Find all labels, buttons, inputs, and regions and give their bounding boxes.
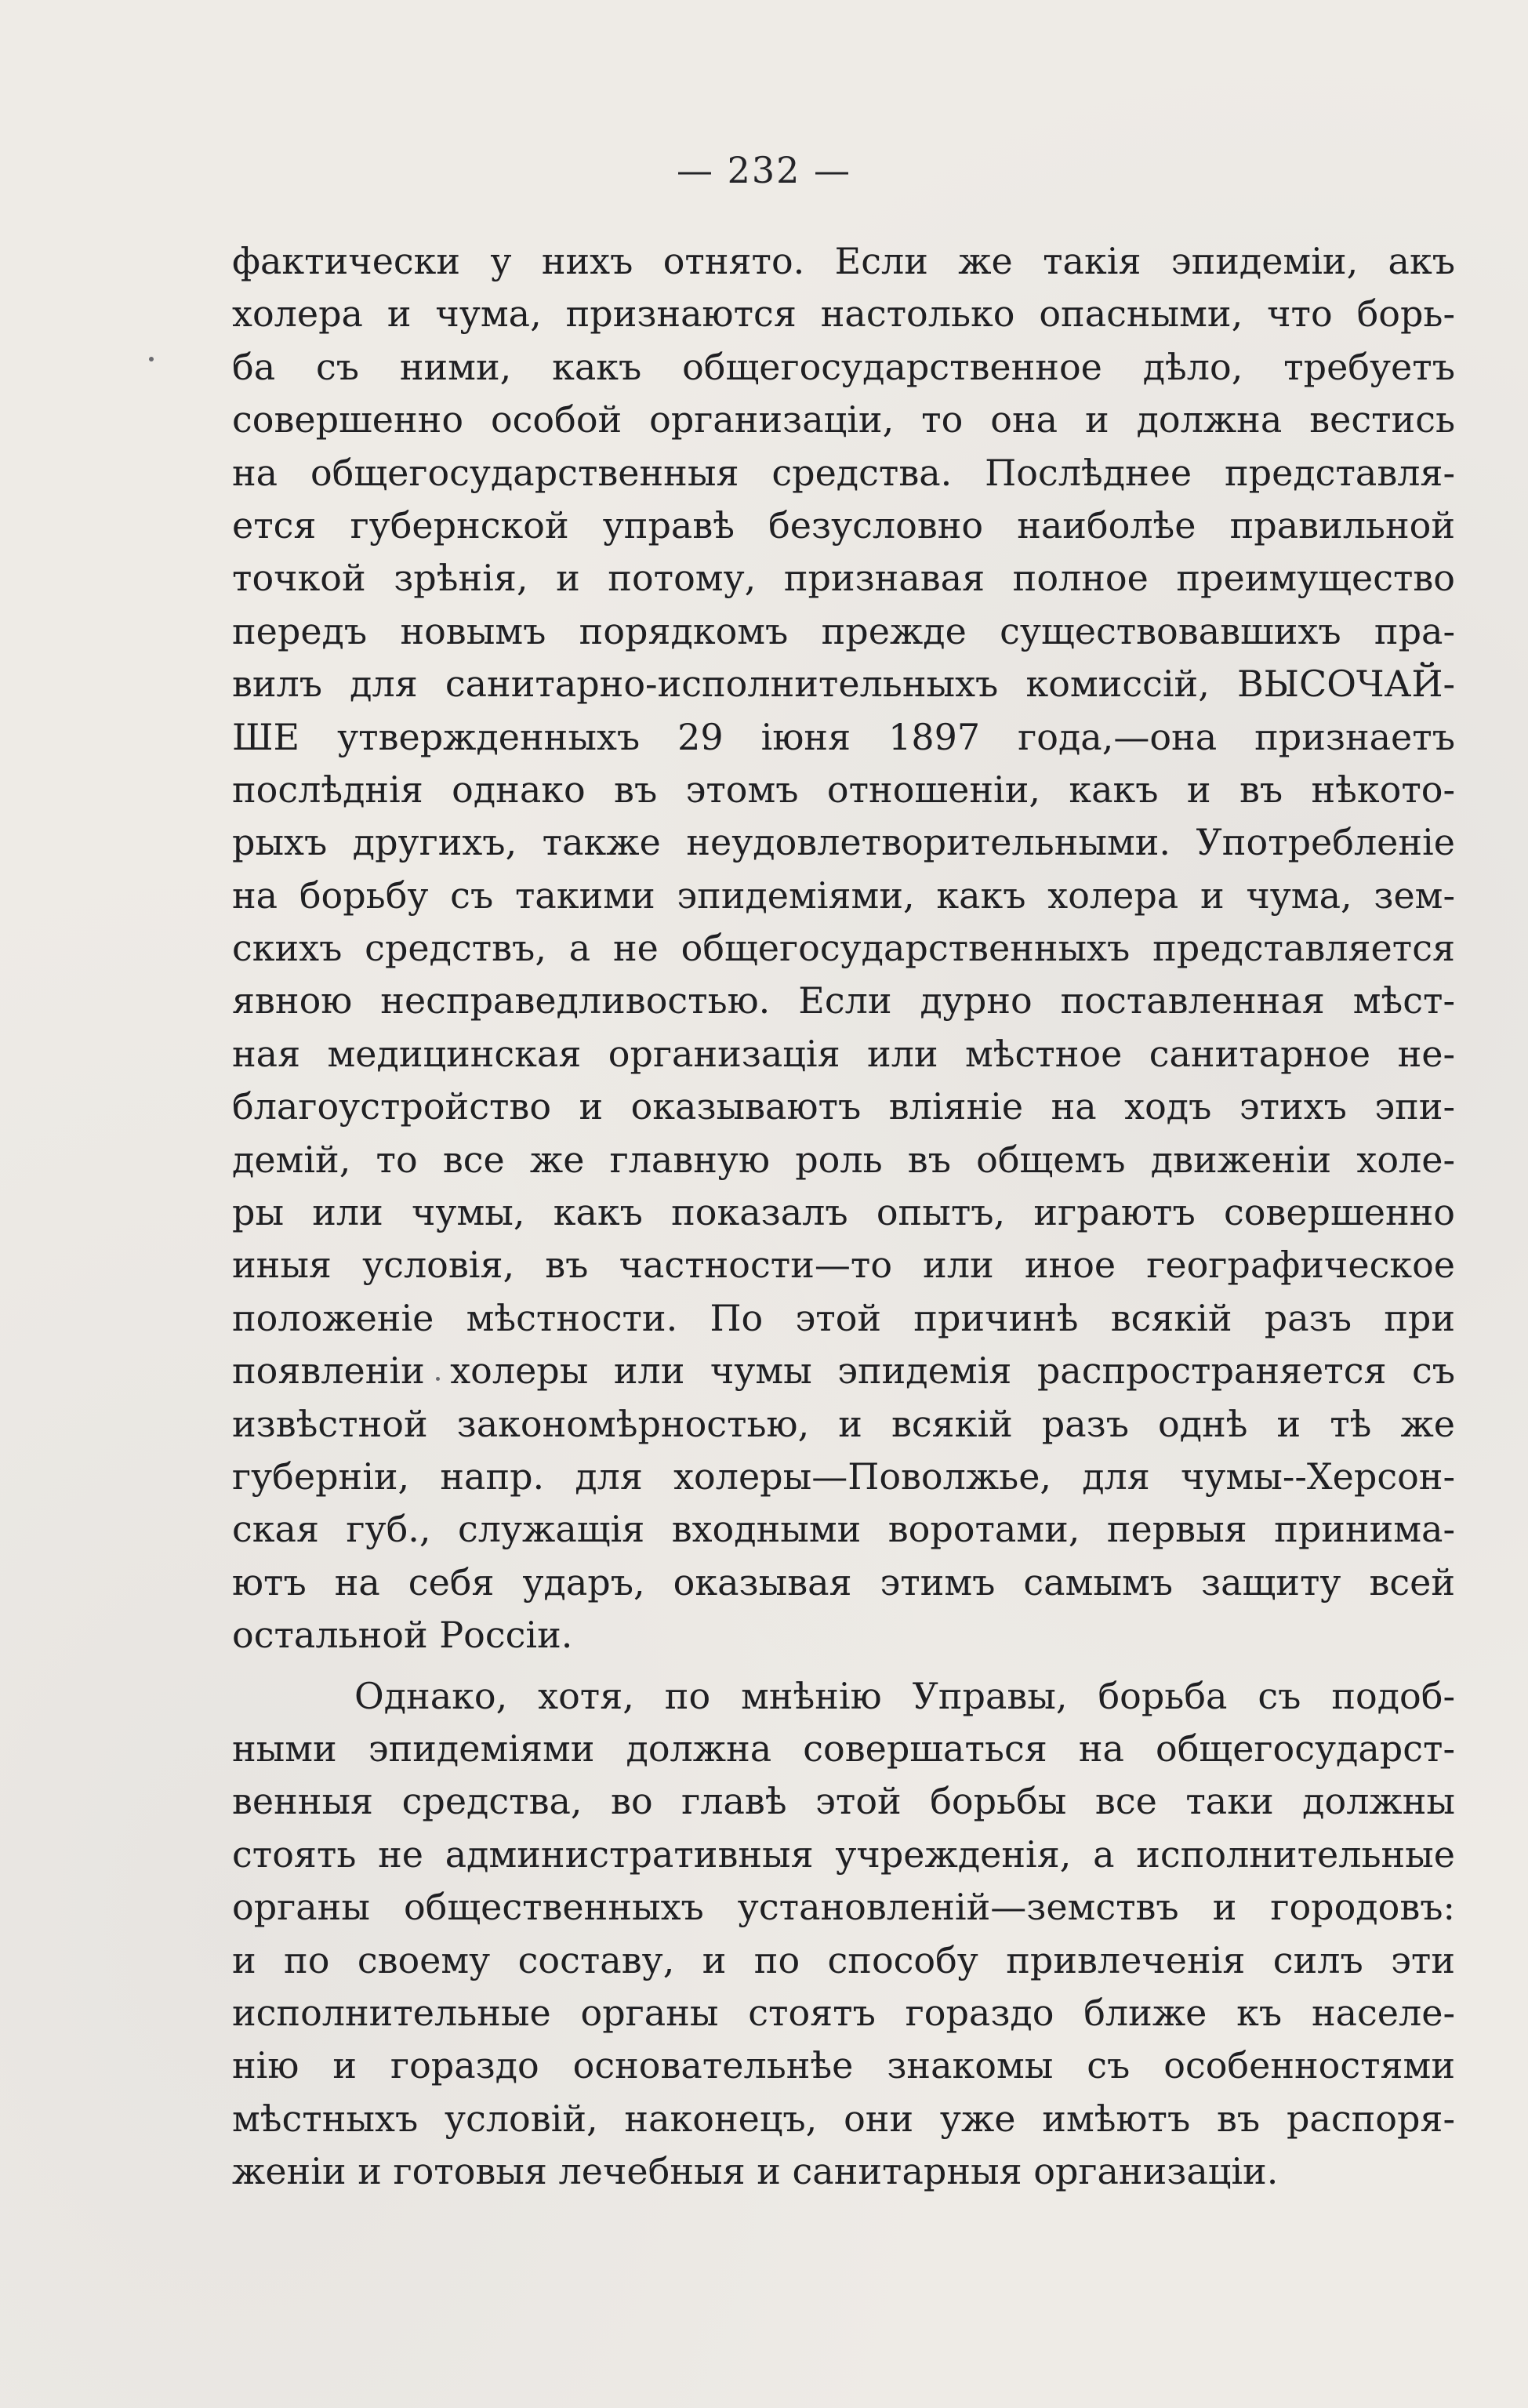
paragraph-2 bbox=[232, 1670, 1455, 2199]
text-line: ры или чумы, какъ показалъ опытъ, играютъ совершенно bbox=[232, 1191, 1455, 1234]
text-line: исполнительные органы стоятъ гораздо ближе къ населе- bbox=[232, 1991, 1455, 2034]
text-line: стоять не административныя учрежденія, а исполнительные bbox=[232, 1832, 1455, 1876]
ink-speck bbox=[149, 357, 154, 361]
text-line: ная медицинская организація или мѣстное санитарное не- bbox=[232, 1032, 1455, 1075]
text-line: губерніи, напр. для холеры—Поволжье, для чумы--Херсон- bbox=[232, 1455, 1455, 1498]
text-line: ШЕ утвержденныхъ 29 іюня 1897 года,—она признаетъ bbox=[232, 715, 1455, 758]
text-line: органы общественныхъ установленій—земствъ и городовъ: bbox=[232, 1886, 1455, 1929]
text-line: передъ новымъ порядкомъ прежде существовавшихъ пра- bbox=[232, 609, 1455, 652]
text-line: положеніе мѣстности. По этой причинѣ всякій разъ при bbox=[232, 1296, 1455, 1339]
text-line: извѣстной закономѣрностью, и всякій разъ однѣ и тѣ же bbox=[232, 1402, 1455, 1445]
text-line: ными эпидеміями должна совершаться на общегосударст- bbox=[232, 1727, 1455, 1770]
text-line: и по своему составу, и по способу привлеченія силъ эти bbox=[232, 1938, 1455, 1981]
text-line: холера и чума, признаются настолько опасными, что борь- bbox=[232, 292, 1455, 336]
text-line: послѣднія однако въ этомъ отношеніи, какъ и въ нѣкото- bbox=[232, 768, 1455, 811]
text-line: ская губ., служащія входными воротами, первыя принима- bbox=[232, 1508, 1455, 1551]
text-line: женіи и готовыя лечебныя и санитарныя организаціи. bbox=[232, 2150, 1279, 2193]
text-line: точкой зрѣнія, и потому, признавая полное преимущество bbox=[232, 557, 1455, 600]
text-line: ба съ ними, какъ общегосударственное дѣло, требуетъ bbox=[232, 345, 1455, 388]
text-line: демій, то все же главную роль въ общемъ движеніи холе- bbox=[232, 1138, 1455, 1181]
text-line: скихъ средствъ, а не общегосударственныхъ представляется bbox=[232, 927, 1455, 970]
text-line: иныя условія, въ частности—то или иное географическое bbox=[232, 1244, 1455, 1287]
text-line: мѣстныхъ условій, наконецъ, они уже имѣютъ въ распоря- bbox=[232, 2097, 1455, 2140]
text-line: совершенно особой организаціи, то она и должна вестись bbox=[232, 398, 1455, 441]
page-number: — 232 — bbox=[676, 149, 852, 191]
text-line: остальной Россіи. bbox=[232, 1614, 573, 1657]
body-text bbox=[232, 235, 1455, 2198]
text-line: нію и гораздо основательнѣе знакомы съ особенностями bbox=[232, 2044, 1455, 2087]
text-line: фактически у нихъ отнято. Если же такія эпидеміи, акъ bbox=[232, 240, 1455, 282]
text-line: на общегосударственныя средства. Послѣднее представля- bbox=[232, 451, 1455, 494]
text-line: венныя средства, во главѣ этой борьбы все таки должны bbox=[232, 1780, 1455, 1823]
text-line: явною несправедливостью. Если дурно поставленная мѣст- bbox=[232, 979, 1455, 1022]
text-line: ютъ на себя ударъ, оказывая этимъ самымъ защиту всей bbox=[232, 1560, 1455, 1604]
text-line: рыхъ другихъ, также неудовлетворительными. Употребленіе bbox=[232, 821, 1455, 864]
text-line: на борьбу съ такими эпидеміями, какъ холера и чума, зем- bbox=[232, 873, 1455, 917]
text-line: Однако, хотя, по мнѣнію Управы, борьба съ подоб- bbox=[354, 1674, 1455, 1717]
text-line: ется губернской управѣ безусловно наиболѣе правильной bbox=[232, 503, 1455, 547]
text-line: появленіи холеры или чумы эпидемія распространяется съ bbox=[232, 1349, 1455, 1393]
text-line: благоустройство и оказываютъ вліяніе на ходъ этихъ эпи- bbox=[232, 1085, 1455, 1128]
text-line: вилъ для санитарно-исполнительныхъ комиссій, ВЫСОЧАЙ- bbox=[232, 663, 1455, 706]
paragraph-1 bbox=[232, 235, 1455, 1662]
